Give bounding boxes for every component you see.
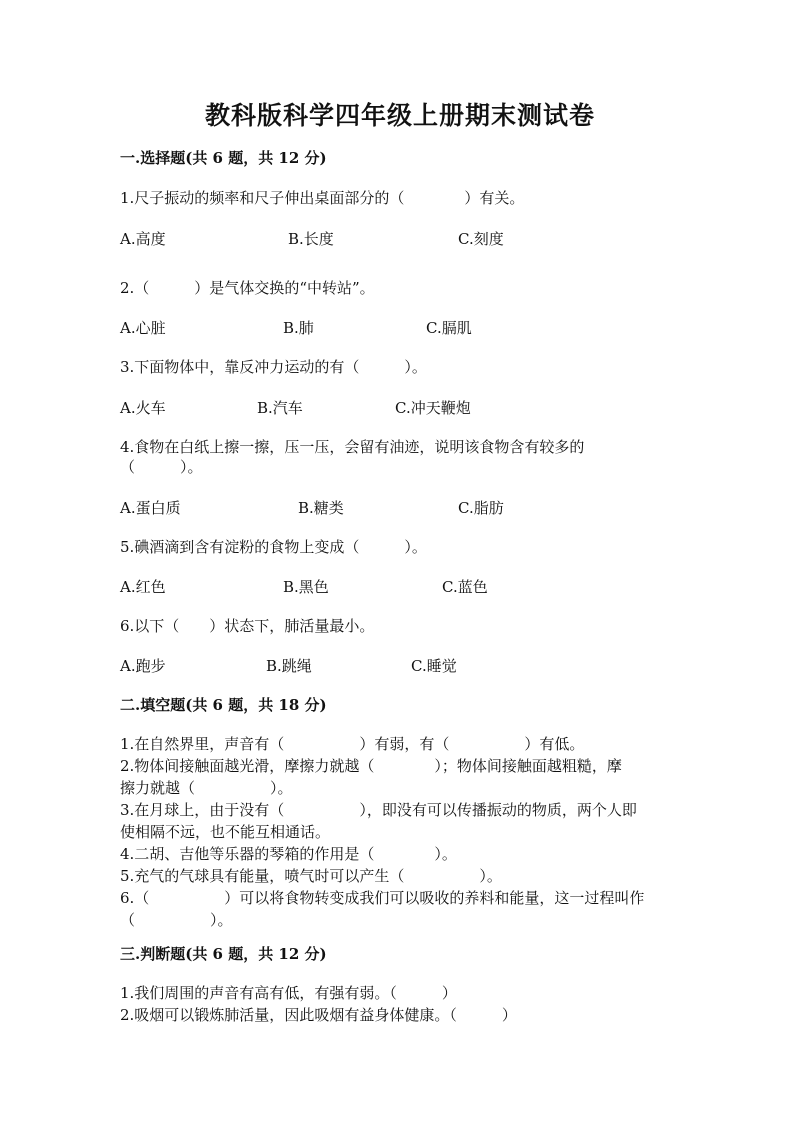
option-a: A.跑步: [120, 657, 166, 675]
fill-line: 2.物体间接触面越光滑，摩擦力就越（ ）；物体间接触面越粗糙，摩: [120, 757, 622, 775]
question-text: 4.食物在白纸上擦一擦，压一压，会留有油迹，说明该食物含有较多的: [120, 438, 585, 456]
option-b: B.长度: [288, 230, 334, 248]
question-text: 6.以下（ ）状态下，肺活量最小。: [120, 617, 375, 635]
judge-line: 1.我们周围的声音有高有低，有强有弱。（ ）: [120, 984, 457, 1002]
option-b: B.糖类: [298, 499, 344, 517]
option-a: A.红色: [120, 578, 166, 596]
question-text: 5.碘酒滴到含有淀粉的食物上变成（ ）。: [120, 538, 427, 556]
option-b: B.跳绳: [266, 657, 312, 675]
option-c: C.蓝色: [442, 578, 488, 596]
page-title: 教科版科学四年级上册期末测试卷: [204, 101, 595, 130]
option-b: B.黑色: [283, 578, 329, 596]
option-a: A.心脏: [120, 319, 166, 337]
fill-in-block: [120, 733, 680, 931]
fill-line: 5.充气的气球具有能量，喷气时可以产生（ ）。: [120, 867, 502, 885]
option-c: C.膈肌: [426, 319, 472, 337]
option-a: A.高度: [120, 230, 166, 248]
section2-heading: 二.填空题(共 6 题，共 18 分): [120, 696, 327, 714]
section3-heading: 三.判断题(共 6 题，共 12 分): [120, 945, 327, 963]
question-text-continued: （ ）。: [120, 458, 203, 476]
option-c: C.刻度: [458, 230, 504, 248]
option-a: A.蛋白质: [120, 499, 181, 517]
question-text: 2.（ ）是气体交换的“中转站”。: [120, 279, 375, 297]
fill-line: 4.二胡、吉他等乐器的琴箱的作用是（ ）。: [120, 845, 457, 863]
question-text: 1.尺子振动的频率和尺子伸出桌面部分的（ ）有关。: [120, 189, 525, 207]
judge-line: 2.吸烟可以锻炼肺活量，因此吸烟有益身体健康。（ ）: [120, 1006, 517, 1024]
fill-line: 6.（ ）可以将食物转变成我们可以吸收的养料和能量，这一过程叫作: [120, 889, 645, 907]
fill-line: 3.在月球上，由于没有（ ），即没有可以传播振动的物质，两个人即: [120, 801, 637, 819]
question-text: 3.下面物体中，靠反冲力运动的有（ ）。: [120, 358, 427, 376]
fill-line: （ ）。: [120, 911, 233, 929]
fill-line: 使相隔不远，也不能互相通话。: [120, 823, 331, 841]
fill-line: 擦力就越（ ）。: [120, 779, 293, 797]
option-c: C.冲天鞭炮: [395, 399, 471, 417]
fill-line: 1.在自然界里，声音有（ ）有弱，有（ ）有低。: [120, 735, 585, 753]
option-b: B.汽车: [257, 399, 303, 417]
section1-heading: 一.选择题(共 6 题，共 12 分): [120, 149, 327, 167]
true-false-block: [120, 982, 680, 1026]
option-b: B.肺: [283, 319, 314, 337]
option-c: C.脂肪: [458, 499, 504, 517]
option-a: A.火车: [120, 399, 166, 417]
option-c: C.睡觉: [411, 657, 457, 675]
